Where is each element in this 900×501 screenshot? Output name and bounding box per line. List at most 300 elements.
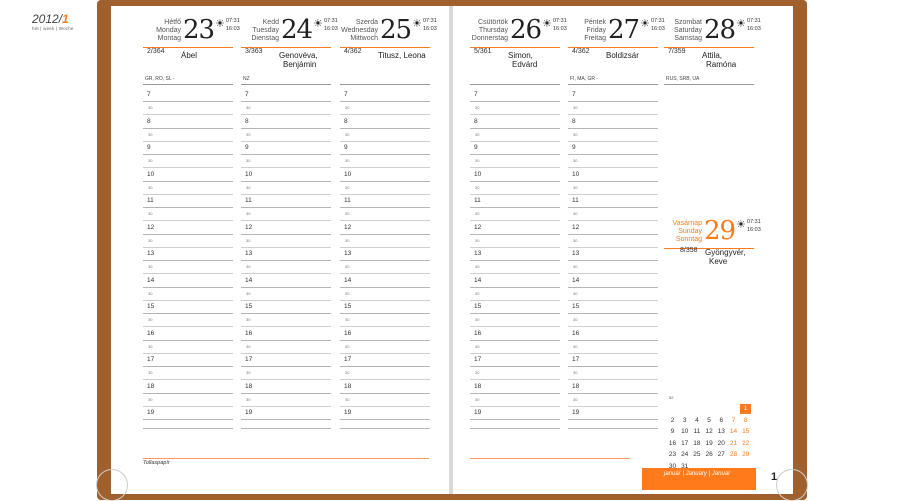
half-hour-line[interactable] xyxy=(568,114,658,115)
day-names: Hétfő Monday Montag xyxy=(156,19,181,42)
hour-line[interactable] xyxy=(340,428,430,429)
hour-label: 7 xyxy=(344,91,348,98)
day-block xyxy=(568,15,665,106)
half-hour-mark: 30 xyxy=(148,290,153,296)
hour-label: 18 xyxy=(474,382,482,390)
half-hour-line[interactable] xyxy=(470,141,560,142)
half-hour-line[interactable] xyxy=(143,194,233,195)
hour-line[interactable] xyxy=(143,207,233,208)
half-hour-mark: 30 xyxy=(345,237,350,243)
hour-label: 14 xyxy=(245,276,253,284)
half-hour-line[interactable] xyxy=(340,273,430,274)
half-hour-line[interactable] xyxy=(470,114,560,115)
half-hour-mark: 30 xyxy=(573,105,578,110)
calendar-day[interactable]: 12 xyxy=(705,428,713,435)
hour-line[interactable] xyxy=(143,128,233,129)
hour-line[interactable] xyxy=(568,101,658,102)
hour-line[interactable] xyxy=(143,428,233,429)
half-hour-mark: 30 xyxy=(573,317,578,322)
hour-label: 12 xyxy=(572,223,580,231)
day-number: 25 xyxy=(380,15,412,45)
hour-label: 7 xyxy=(572,91,576,98)
half-hour-mark: 30 xyxy=(148,396,153,402)
events-line xyxy=(241,84,331,85)
half-hour-mark: 30 xyxy=(573,370,578,375)
calendar-day[interactable]: 22 xyxy=(742,439,750,447)
calendar-day[interactable]: 4 xyxy=(695,416,699,424)
day-number: 27 xyxy=(608,15,640,45)
half-hour-mark: 30 xyxy=(573,264,578,269)
hour-label: 9 xyxy=(572,144,576,151)
half-hour-mark: 30 xyxy=(345,131,350,137)
hour-label: 13 xyxy=(572,250,580,257)
hour-label: 10 xyxy=(474,170,482,178)
half-hour-line[interactable] xyxy=(340,220,430,221)
sun-icon: ☀ xyxy=(542,18,552,30)
hour-label: 18 xyxy=(147,382,155,390)
hour-line[interactable] xyxy=(340,419,430,420)
hour-line[interactable] xyxy=(340,313,430,314)
half-hour-line[interactable] xyxy=(340,406,430,407)
events-line xyxy=(664,84,754,85)
half-hour-line[interactable] xyxy=(241,194,331,195)
day-number: 26 xyxy=(510,15,542,45)
hour-line[interactable] xyxy=(143,101,233,102)
calendar-day[interactable]: 31 xyxy=(681,462,689,470)
page-number: 1 xyxy=(771,471,778,483)
hour-line[interactable] xyxy=(568,128,658,129)
hour-label: 16 xyxy=(147,329,155,337)
hour-label: 12 xyxy=(245,223,253,231)
hour-line[interactable] xyxy=(470,340,560,341)
hour-line[interactable] xyxy=(143,313,233,314)
calendar-day[interactable]: 3 xyxy=(682,416,687,424)
half-hour-line[interactable] xyxy=(241,114,331,115)
calendar-day[interactable]: 25 xyxy=(693,451,701,458)
calendar-day[interactable]: 10 xyxy=(681,428,689,435)
half-hour-line[interactable] xyxy=(241,220,331,221)
half-hour-mark: 30 xyxy=(246,131,251,137)
hour-line[interactable] xyxy=(470,428,560,429)
half-hour-mark: 30 xyxy=(246,264,251,269)
hour-label: 17 xyxy=(572,356,580,363)
hour-line[interactable] xyxy=(568,419,658,420)
hour-line[interactable] xyxy=(470,154,560,155)
sun-times: 07:31 16:03 xyxy=(324,18,338,32)
hour-line[interactable] xyxy=(241,313,331,314)
hour-line[interactable] xyxy=(568,366,658,367)
half-hour-line[interactable] xyxy=(143,141,233,142)
hour-line[interactable] xyxy=(568,313,658,314)
half-hour-line[interactable] xyxy=(143,353,233,354)
half-hour-line[interactable] xyxy=(241,300,331,301)
hour-line[interactable] xyxy=(340,128,430,129)
hour-label: 11 xyxy=(474,197,481,204)
hour-line[interactable] xyxy=(241,101,331,102)
hour-label: 8 xyxy=(474,117,478,125)
half-hour-line[interactable] xyxy=(470,273,560,274)
half-hour-line[interactable] xyxy=(241,353,331,354)
sun-icon: ☀ xyxy=(640,18,650,30)
half-hour-mark: 30 xyxy=(148,184,153,190)
hour-line[interactable] xyxy=(340,101,430,102)
hour-line[interactable] xyxy=(241,419,331,420)
name-days: Genovéva, Benjámin xyxy=(279,51,318,69)
calendar-day[interactable]: 21 xyxy=(729,439,738,447)
hour-line[interactable] xyxy=(241,428,331,429)
half-hour-line[interactable] xyxy=(143,247,233,248)
day-block xyxy=(664,216,761,307)
calendar-day[interactable]: 11 xyxy=(693,428,701,435)
hour-label: 18 xyxy=(572,382,580,390)
calendar-day[interactable]: 24 xyxy=(681,451,689,458)
left-bottom-line xyxy=(143,458,429,459)
half-hour-line[interactable] xyxy=(241,247,331,248)
day-index: 4/362 xyxy=(572,48,590,55)
half-hour-line[interactable] xyxy=(143,379,233,380)
half-hour-mark: 30 xyxy=(246,184,251,190)
hour-line[interactable] xyxy=(568,234,658,235)
hour-line[interactable] xyxy=(568,393,658,394)
hour-label: 14 xyxy=(344,276,352,284)
name-days: Gyöngyvér, Keve xyxy=(705,248,746,266)
half-hour-line[interactable] xyxy=(470,194,560,195)
hour-label: 16 xyxy=(474,329,482,337)
calendar-day[interactable]: 14 xyxy=(729,428,738,435)
hour-label: 16 xyxy=(572,329,580,337)
half-hour-mark: 30 xyxy=(345,158,350,163)
hour-line[interactable] xyxy=(470,419,560,420)
sun-icon: ☀ xyxy=(215,18,225,30)
half-hour-line[interactable] xyxy=(241,326,331,327)
hour-label: 19 xyxy=(572,409,580,416)
hour-line[interactable] xyxy=(568,154,658,155)
calendar-day[interactable]: 20 xyxy=(717,439,725,447)
year-label: 2012/1 xyxy=(32,12,69,26)
half-hour-line[interactable] xyxy=(568,194,658,195)
hour-line[interactable] xyxy=(340,234,430,235)
hour-label: 10 xyxy=(572,170,580,178)
hour-line[interactable] xyxy=(241,393,331,394)
calendar-day[interactable]: 28 xyxy=(729,451,738,458)
half-hour-mark: 30 xyxy=(345,211,350,216)
hour-line[interactable] xyxy=(470,128,560,129)
half-hour-line[interactable] xyxy=(340,141,430,142)
events-line xyxy=(568,84,658,85)
hour-line[interactable] xyxy=(143,366,233,367)
half-hour-line[interactable] xyxy=(143,167,233,168)
day-index: 7/359 xyxy=(668,48,686,55)
half-hour-mark: 30 xyxy=(148,211,153,216)
half-hour-line[interactable] xyxy=(340,247,430,248)
half-hour-line[interactable] xyxy=(568,406,658,407)
half-hour-line[interactable] xyxy=(340,326,430,327)
hour-line[interactable] xyxy=(470,287,560,288)
half-hour-line[interactable] xyxy=(568,141,658,142)
hour-line[interactable] xyxy=(568,181,658,182)
month-bar: január | January | Januar xyxy=(642,468,756,490)
half-hour-line[interactable] xyxy=(143,220,233,221)
day-number: 28 xyxy=(704,15,736,45)
hour-line[interactable] xyxy=(241,287,331,288)
hour-line[interactable] xyxy=(241,260,331,261)
week-subtitle: hét | week | Woche xyxy=(32,26,74,31)
hour-line[interactable] xyxy=(143,287,233,288)
half-hour-line[interactable] xyxy=(241,406,331,407)
half-hour-line[interactable] xyxy=(568,220,658,221)
hour-label: 7 xyxy=(147,91,151,98)
hour-line[interactable] xyxy=(340,154,430,155)
hour-line[interactable] xyxy=(241,340,331,341)
sun-times: 07:31 16:03 xyxy=(553,18,567,32)
mini-calendar-week: 52 xyxy=(669,395,674,400)
half-hour-line[interactable] xyxy=(241,273,331,274)
hour-line[interactable] xyxy=(340,181,430,182)
day-index: 2/364 xyxy=(147,48,165,55)
holiday-codes: GR, RO, SL - xyxy=(145,76,175,82)
half-hour-line[interactable] xyxy=(143,326,233,327)
hour-line[interactable] xyxy=(568,260,658,261)
calendar-day[interactable]: 27 xyxy=(717,451,725,458)
hour-label: 12 xyxy=(344,223,352,231)
half-hour-mark: 30 xyxy=(246,237,251,243)
calendar-day[interactable]: 29 xyxy=(742,451,750,458)
half-hour-line[interactable] xyxy=(241,379,331,380)
sun-times: 07:31 16:03 xyxy=(651,18,665,32)
day-number: 23 xyxy=(183,15,215,45)
calendar-day[interactable]: 16 xyxy=(668,439,677,447)
calendar-day[interactable]: 30 xyxy=(668,462,677,470)
hour-line[interactable] xyxy=(470,393,560,394)
half-hour-line[interactable] xyxy=(568,379,658,380)
day-index: 4/362 xyxy=(344,48,362,55)
sun-icon: ☀ xyxy=(736,18,746,30)
sun-icon: ☀ xyxy=(412,18,422,30)
half-hour-line[interactable] xyxy=(143,273,233,274)
half-hour-line[interactable] xyxy=(340,353,430,354)
calendar-day[interactable]: 15 xyxy=(742,428,750,435)
hour-label: 19 xyxy=(344,409,352,416)
hour-line[interactable] xyxy=(241,128,331,129)
half-hour-line[interactable] xyxy=(143,406,233,407)
hour-line[interactable] xyxy=(241,366,331,367)
hour-line[interactable] xyxy=(470,313,560,314)
hour-label: 16 xyxy=(245,329,253,337)
calendar-day[interactable]: 7 xyxy=(731,416,736,424)
hour-label: 13 xyxy=(474,250,482,257)
half-hour-mark: 30 xyxy=(246,105,251,110)
hour-label: 9 xyxy=(245,144,249,151)
page-spine xyxy=(449,6,453,494)
day-names: Vasárnap Sunday Sonntag xyxy=(672,220,702,243)
hour-label: 13 xyxy=(344,250,352,257)
holiday-codes: RUS, SRB, UA xyxy=(666,76,700,82)
half-hour-mark: 30 xyxy=(246,158,251,163)
calendar-day[interactable]: 9 xyxy=(670,428,675,435)
events-line xyxy=(470,84,560,85)
half-hour-mark: 30 xyxy=(148,237,153,243)
day-number: 24 xyxy=(281,15,313,45)
hour-label: 8 xyxy=(245,117,249,125)
hour-line[interactable] xyxy=(340,393,430,394)
half-hour-line[interactable] xyxy=(241,167,331,168)
hour-label: 15 xyxy=(245,303,253,310)
hour-line[interactable] xyxy=(470,234,560,235)
hour-label: 17 xyxy=(147,356,155,363)
hour-line[interactable] xyxy=(470,101,560,102)
calendar-day[interactable]: 19 xyxy=(705,439,713,447)
calendar-day[interactable]: 23 xyxy=(668,451,677,458)
half-hour-line[interactable] xyxy=(143,300,233,301)
half-hour-line[interactable] xyxy=(143,114,233,115)
hour-line[interactable] xyxy=(241,234,331,235)
hour-label: 9 xyxy=(474,144,478,151)
half-hour-mark: 30 xyxy=(345,396,350,402)
holiday-codes: NZ xyxy=(243,76,250,82)
sun-times: 07:31 16:03 xyxy=(747,219,761,233)
hour-label: 8 xyxy=(147,117,151,125)
hour-label: 11 xyxy=(147,197,154,204)
half-hour-line[interactable] xyxy=(470,220,560,221)
hour-line[interactable] xyxy=(340,260,430,261)
hour-label: 19 xyxy=(245,409,253,416)
day-block xyxy=(143,15,240,106)
half-hour-mark: 30 xyxy=(573,131,578,137)
hour-line[interactable] xyxy=(568,207,658,208)
hour-line[interactable] xyxy=(143,154,233,155)
calendar-day[interactable]: 5 xyxy=(707,416,711,424)
half-hour-line[interactable] xyxy=(568,300,658,301)
half-hour-mark: 30 xyxy=(345,290,350,296)
half-hour-mark: 30 xyxy=(246,343,251,349)
half-hour-mark: 30 xyxy=(475,264,480,269)
hour-line[interactable] xyxy=(470,207,560,208)
hour-label: 9 xyxy=(147,144,151,151)
hour-line[interactable] xyxy=(241,181,331,182)
name-days: Boldizsár xyxy=(606,51,639,60)
calendar-day[interactable]: 1 xyxy=(740,404,751,414)
hour-label: 12 xyxy=(474,223,482,231)
half-hour-mark: 30 xyxy=(345,184,350,190)
hour-label: 8 xyxy=(344,117,348,125)
events-line xyxy=(143,84,233,85)
hour-line[interactable] xyxy=(143,419,233,420)
hour-label: 10 xyxy=(147,170,155,178)
half-hour-line[interactable] xyxy=(470,247,560,248)
hour-line[interactable] xyxy=(143,393,233,394)
half-hour-line[interactable] xyxy=(470,167,560,168)
half-hour-line[interactable] xyxy=(568,326,658,327)
sun-times: 07:31 16:03 xyxy=(747,18,761,32)
hour-line[interactable] xyxy=(340,366,430,367)
calendar-day[interactable]: 26 xyxy=(705,451,713,458)
holiday-codes: FI, MA, GR - xyxy=(570,76,599,82)
hour-label: 13 xyxy=(245,250,253,257)
hour-label: 18 xyxy=(344,382,352,390)
day-index: 3/363 xyxy=(245,48,263,55)
half-hour-mark: 30 xyxy=(345,370,350,375)
hour-line[interactable] xyxy=(143,234,233,235)
half-hour-mark: 30 xyxy=(345,105,350,110)
half-hour-line[interactable] xyxy=(568,247,658,248)
half-hour-line[interactable] xyxy=(340,300,430,301)
half-hour-line[interactable] xyxy=(241,141,331,142)
hour-line[interactable] xyxy=(241,154,331,155)
hour-line[interactable] xyxy=(241,207,331,208)
hour-line[interactable] xyxy=(340,287,430,288)
hour-line[interactable] xyxy=(470,260,560,261)
half-hour-mark: 30 xyxy=(573,184,578,190)
half-hour-line[interactable] xyxy=(470,379,560,380)
hour-label: 7 xyxy=(245,91,249,98)
half-hour-line[interactable] xyxy=(568,353,658,354)
day-names: Csütörtök Thursday Donnerstag xyxy=(471,19,508,42)
name-days: Titusz, Leona xyxy=(378,51,426,60)
half-hour-mark: 30 xyxy=(246,317,251,322)
hour-label: 11 xyxy=(572,197,579,204)
half-hour-mark: 30 xyxy=(148,343,153,349)
day-block xyxy=(340,15,437,106)
hour-line[interactable] xyxy=(568,428,658,429)
events-line xyxy=(340,84,430,85)
right-bottom-line xyxy=(470,458,630,459)
hour-label: 15 xyxy=(344,303,352,310)
calendar-day[interactable]: 18 xyxy=(693,439,701,447)
half-hour-line[interactable] xyxy=(470,406,560,407)
calendar-day[interactable]: 2 xyxy=(670,416,675,424)
hour-line[interactable] xyxy=(143,260,233,261)
hour-line[interactable] xyxy=(568,287,658,288)
hour-label: 19 xyxy=(474,409,482,416)
half-hour-line[interactable] xyxy=(470,300,560,301)
hour-line[interactable] xyxy=(470,181,560,182)
half-hour-mark: 30 xyxy=(475,237,480,243)
hour-label: 13 xyxy=(147,250,155,257)
calendar-day[interactable]: 6 xyxy=(719,416,724,424)
half-hour-line[interactable] xyxy=(340,114,430,115)
name-days: Simon, Edvárd xyxy=(508,51,538,69)
half-hour-line[interactable] xyxy=(568,273,658,274)
calendar-day[interactable]: 8 xyxy=(743,416,748,424)
half-hour-line[interactable] xyxy=(340,379,430,380)
hour-line[interactable] xyxy=(143,181,233,182)
hour-label: 14 xyxy=(147,276,155,284)
sun-icon: ☀ xyxy=(313,18,323,30)
corner-left xyxy=(96,469,128,501)
half-hour-mark: 30 xyxy=(475,396,480,402)
day-index: 8/358 xyxy=(680,247,698,254)
half-hour-line[interactable] xyxy=(340,167,430,168)
hour-label: 14 xyxy=(572,276,580,284)
half-hour-line[interactable] xyxy=(470,326,560,327)
hour-line[interactable] xyxy=(568,340,658,341)
half-hour-mark: 30 xyxy=(246,396,251,402)
hour-line[interactable] xyxy=(340,207,430,208)
hour-line[interactable] xyxy=(340,340,430,341)
half-hour-line[interactable] xyxy=(568,167,658,168)
hour-label: 18 xyxy=(245,382,253,390)
calendar-day[interactable]: 13 xyxy=(717,428,725,435)
hour-line[interactable] xyxy=(470,366,560,367)
half-hour-mark: 30 xyxy=(246,211,251,216)
hour-line[interactable] xyxy=(143,340,233,341)
half-hour-mark: 30 xyxy=(148,158,153,163)
half-hour-mark: 30 xyxy=(573,396,578,402)
hour-label: 10 xyxy=(344,170,352,178)
half-hour-line[interactable] xyxy=(470,353,560,354)
calendar-day[interactable]: 17 xyxy=(681,439,689,447)
half-hour-line[interactable] xyxy=(340,194,430,195)
